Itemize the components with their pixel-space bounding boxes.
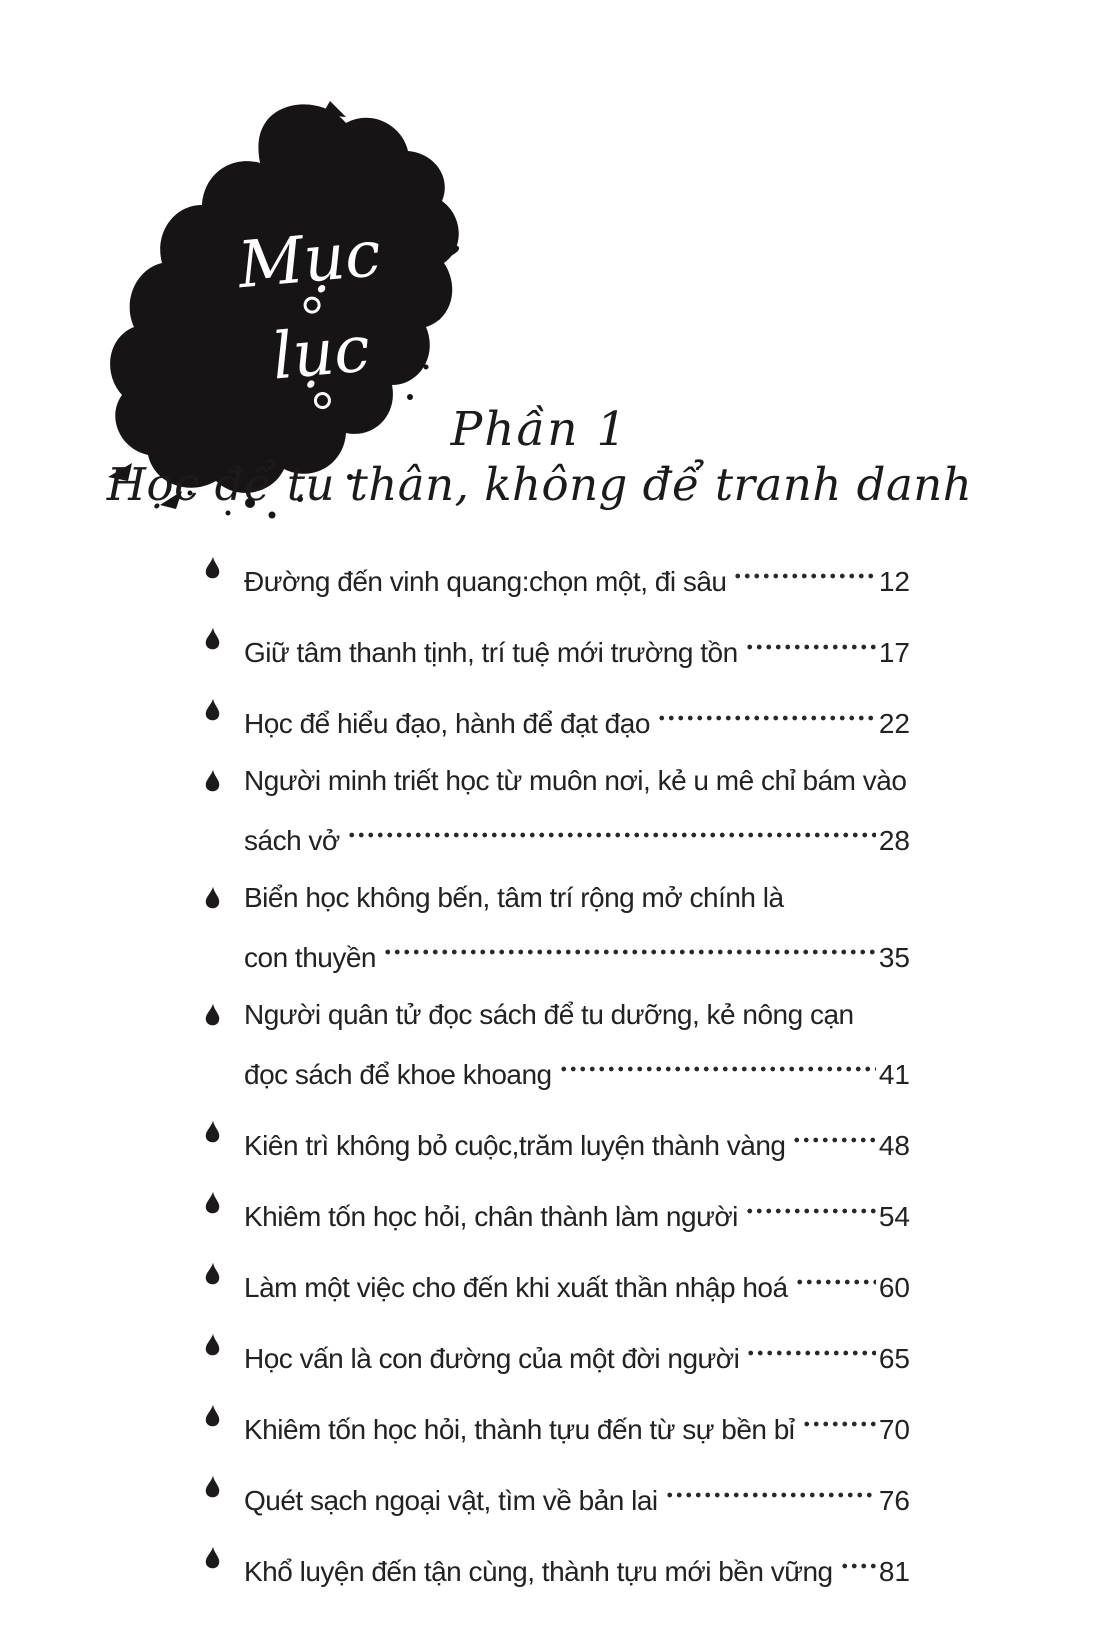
toc-item (205, 1464, 910, 1524)
toc-list (205, 545, 910, 1606)
ink-drop-bullet-icon (205, 627, 220, 676)
toc-item-title: Người quân tử đọc sách để tu dưỡng, kẻ nông cạn (244, 999, 854, 1030)
toc-item-title: con thuyền (244, 942, 376, 973)
dotted-leader (663, 1464, 876, 1510)
muc-luc-word-1: Mục (235, 217, 384, 304)
toc-item-page: 17 (878, 637, 910, 668)
toc-item-title: Người minh triết học từ muôn nơi, kẻ u mê chỉ bám vào (244, 765, 907, 796)
toc-item (205, 1322, 910, 1382)
part-label: Phần 1 (450, 402, 629, 457)
toc-item (205, 1180, 910, 1240)
toc-item (205, 992, 910, 1098)
ink-drop-bullet-icon (205, 698, 220, 747)
ink-drop-bullet-icon (205, 1191, 220, 1240)
dotted-leader (838, 1535, 876, 1581)
toc-item-title: Khổ luyện đến tận cùng, thành tựu mới bền vững (244, 1556, 833, 1587)
toc-item (205, 545, 910, 605)
toc-item-page: 65 (878, 1343, 910, 1374)
toc-item-title: đọc sách để khoe khoang (244, 1059, 552, 1090)
toc-item (205, 875, 910, 981)
toc-item-title: Biển học không bến, tâm trí rộng mở chính là (244, 882, 784, 913)
dotted-leader (655, 687, 876, 733)
ink-drop-bullet-icon (205, 1262, 220, 1311)
toc-item-title: Học vấn là con đường của một đời người (244, 1343, 740, 1374)
ink-drop-bullet-icon (205, 769, 220, 864)
toc-item (205, 758, 910, 864)
dotted-leader (557, 1038, 876, 1084)
ink-drop-bullet-icon (205, 1003, 220, 1098)
dotted-leader (731, 545, 875, 591)
toc-item-title: Giữ tâm thanh tịnh, trí tuệ mới trường tồn (244, 637, 738, 668)
dotted-leader (744, 1322, 875, 1368)
toc-item-page: 60 (878, 1272, 910, 1303)
ink-drop-bullet-icon (205, 1546, 220, 1595)
toc-item-page: 70 (878, 1414, 910, 1445)
toc-item-title: Làm một việc cho đến khi xuất thần nhập hoá (244, 1272, 788, 1303)
dotted-leader (743, 616, 876, 662)
muc-luc-word-2: lục (269, 312, 373, 395)
toc-item-page: 48 (878, 1130, 910, 1161)
ink-drop-bullet-icon (205, 886, 220, 981)
part-title: Học để tu thân, không để tranh danh (106, 458, 973, 511)
dotted-leader (345, 804, 876, 850)
ink-drop-bullet-icon (205, 1120, 220, 1169)
toc-item-title: sách vở (244, 825, 340, 856)
ink-drop-bullet-icon (205, 1404, 220, 1453)
toc-item-page: 81 (878, 1556, 910, 1587)
toc-item-title: Kiên trì không bỏ cuộc,trăm luyện thành vàng (244, 1130, 786, 1161)
toc-item-page: 12 (878, 566, 910, 597)
toc-item-page: 76 (878, 1485, 910, 1516)
dotted-leader (743, 1180, 876, 1226)
toc-item (205, 687, 910, 747)
toc-item-page: 22 (878, 708, 910, 739)
toc-item-title: Học để hiểu đạo, hành để đạt đạo (244, 708, 650, 739)
toc-item (205, 1251, 910, 1311)
dotted-leader (381, 921, 876, 967)
toc-item-title: Khiêm tốn học hỏi, chân thành làm người (244, 1201, 738, 1232)
toc-item-page: 35 (878, 942, 910, 973)
toc-item (205, 1109, 910, 1169)
ink-drop-bullet-icon (205, 556, 220, 605)
ink-drop-bullet-icon (205, 1333, 220, 1382)
ink-drop-bullet-icon (205, 1475, 220, 1524)
toc-item-title: Khiêm tốn học hỏi, thành tựu đến từ sự bền bỉ (244, 1414, 795, 1445)
dotted-leader (790, 1109, 875, 1155)
toc-item-page: 28 (878, 825, 910, 856)
toc-item (205, 1393, 910, 1453)
toc-item-page: 54 (878, 1201, 910, 1232)
toc-item-title: Đường đến vinh quang:chọn một, đi sâu (244, 566, 727, 597)
toc-item (205, 1535, 910, 1595)
toc-item-title: Quét sạch ngoại vật, tìm về bản lai (244, 1485, 658, 1516)
dotted-leader (793, 1251, 876, 1297)
toc-item-page: 41 (878, 1059, 910, 1090)
dotted-leader (800, 1393, 876, 1439)
toc-item (205, 616, 910, 676)
